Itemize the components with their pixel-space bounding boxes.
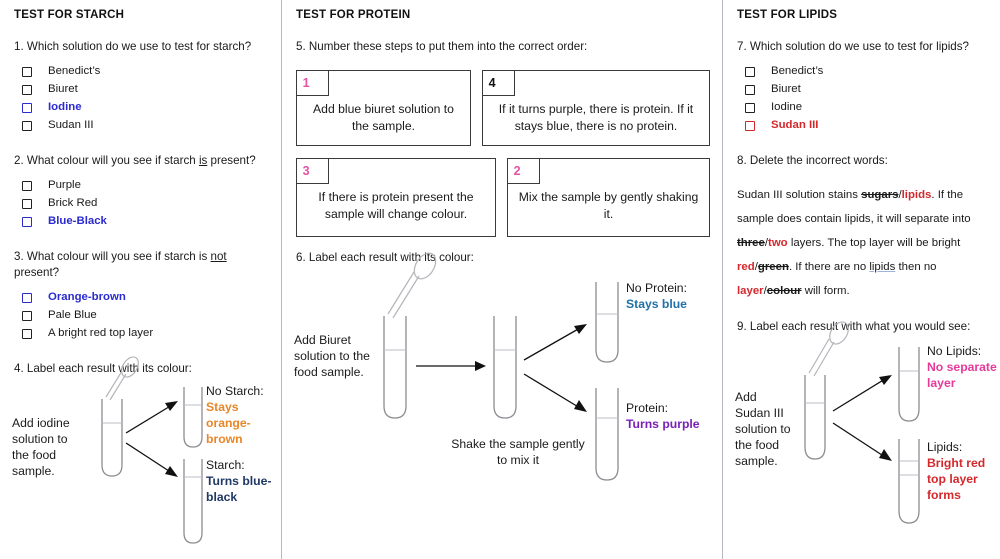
checkbox-icon[interactable] <box>22 181 32 191</box>
protein-middle-label: Shake the sample gently to mix it <box>451 437 585 467</box>
column-test-for-lipids <box>722 0 1000 559</box>
lipids-column-title: TEST FOR LIPIDS <box>737 9 838 21</box>
order-number-1[interactable]: 1 <box>296 70 329 96</box>
column-test-for-starch <box>0 0 281 559</box>
column-test-for-protein <box>281 0 722 559</box>
option-iodine-selected[interactable] <box>14 100 271 115</box>
result-test-tube-protein-icon <box>596 388 618 480</box>
arrow-to-starch <box>126 443 178 477</box>
q8-deleted-word[interactable]: sugars <box>861 189 899 201</box>
protein-title: Protein: <box>626 401 669 415</box>
option-benedicts[interactable] <box>737 64 990 79</box>
no-protein-result: Stays blue <box>626 297 687 311</box>
option-label: Biuret <box>771 83 801 95</box>
lipids-no-lipids-label <box>927 343 1000 391</box>
question-3-options <box>14 290 271 341</box>
result-test-tube-no-starch-icon <box>184 387 202 447</box>
order-box-4[interactable] <box>482 70 710 146</box>
question-5-prompt: 5. Number these steps to put them into the correct order: <box>296 40 588 53</box>
option-sudan-iii-selected[interactable] <box>737 118 990 133</box>
q2-pre: 2. What colour will you see if starch <box>14 154 199 167</box>
question-2-options <box>14 178 271 229</box>
option-sudan-iii[interactable] <box>14 118 271 133</box>
option-benedicts[interactable] <box>14 64 271 79</box>
option-label: Pale Blue <box>48 309 97 321</box>
option-orange-brown-selected[interactable] <box>14 290 271 305</box>
order-number-2[interactable]: 2 <box>507 158 540 184</box>
option-pale-blue[interactable] <box>14 308 271 323</box>
result-test-tube-no-protein-icon <box>596 282 618 362</box>
q2-post: present? <box>207 154 256 167</box>
q8-deleted-word[interactable]: colour <box>766 285 802 297</box>
starch-column-title: TEST FOR STARCH <box>14 9 125 21</box>
q8-part: / <box>898 189 902 201</box>
question-2-text <box>14 153 271 169</box>
checkbox-icon[interactable] <box>22 329 32 339</box>
lipids-result: Bright red top layer forms <box>927 456 986 502</box>
checkbox-icon[interactable] <box>22 293 32 303</box>
arrow-to-protein <box>524 374 587 412</box>
question-6-prompt: 6. Label each result with its colour: <box>296 251 474 264</box>
no-lipids-result: No separate layer <box>927 360 997 390</box>
q8-deleted-word[interactable]: green <box>757 261 789 273</box>
arrow-mix-step <box>416 361 486 371</box>
option-brick-red[interactable] <box>14 196 271 211</box>
checkbox-icon[interactable] <box>745 67 755 77</box>
q8-part: . If there are no <box>788 261 870 273</box>
protein-protein-label <box>626 400 712 432</box>
option-biuret[interactable] <box>14 82 271 97</box>
arrow-to-lipids <box>833 423 892 461</box>
checkbox-icon[interactable] <box>22 121 32 131</box>
question-7-options <box>737 64 990 133</box>
q3-pre: 3. What colour will you see if starch is <box>14 250 211 263</box>
option-label: Benedict’s <box>771 65 824 77</box>
option-label: Brick Red <box>48 197 98 209</box>
option-blue-black-selected[interactable] <box>14 214 271 229</box>
question-8-prompt: 8. Delete the incorrect words: <box>737 154 888 167</box>
lipids-lipids-label <box>927 439 1000 503</box>
option-label: Orange-brown <box>48 291 126 303</box>
q8-spellcheck-word: lipids <box>869 261 896 273</box>
order-number-3[interactable]: 3 <box>296 158 329 184</box>
q8-part: / <box>764 237 769 249</box>
q8-part: then no <box>895 261 937 273</box>
starch-starch-label <box>206 457 282 505</box>
starch-start-label: Add iodine solution to the food sample. <box>12 416 70 478</box>
q8-kept-word[interactable]: two <box>768 237 788 249</box>
order-box-3[interactable] <box>296 158 496 237</box>
question-1-text: 1. Which solution do we use to test for starch? <box>14 40 252 53</box>
result-test-tube-lipids-icon <box>899 439 919 523</box>
order-box-text: If there is protein present the sample will change colour. <box>318 190 474 221</box>
q8-part: / <box>754 261 758 273</box>
result-test-tube-starch-icon <box>184 459 202 543</box>
q8-kept-word[interactable]: layer <box>737 285 764 297</box>
starch-diagram <box>14 381 271 551</box>
option-label: Iodine <box>48 101 82 113</box>
option-purple[interactable] <box>14 178 271 193</box>
lipids-diagram <box>735 344 997 531</box>
checkbox-icon[interactable] <box>22 85 32 95</box>
order-box-1[interactable] <box>296 70 471 146</box>
order-number-4[interactable]: 4 <box>482 70 515 96</box>
option-label: A bright red top layer <box>48 327 154 339</box>
checkbox-icon[interactable] <box>745 121 755 131</box>
source-test-tube-icon <box>805 375 825 459</box>
mixed-test-tube-icon <box>494 316 516 418</box>
checkbox-icon[interactable] <box>22 67 32 77</box>
q8-part: . If the sample does contain lipids, it will separate into <box>737 189 971 225</box>
order-box-text: If it turns purple, there is protein. If it stays blue, there is no protein. <box>498 102 694 133</box>
option-label: Biuret <box>48 83 78 95</box>
source-test-tube-icon <box>384 316 406 418</box>
protein-no-protein-label <box>626 280 712 312</box>
arrow-to-no-protein <box>524 324 587 360</box>
order-box-text: Add blue biuret solution to the sample. <box>313 102 454 133</box>
lipids-start-label: Add Sudan III solution to the food sample. <box>735 390 791 468</box>
lipids-title: Lipids: <box>927 440 963 454</box>
question-9-prompt: 9. Label each result with what you would see: <box>737 320 971 333</box>
q8-kept-word[interactable]: lipids <box>901 189 932 201</box>
checkbox-icon[interactable] <box>22 103 32 113</box>
no-starch-result: Stays orange-brown <box>206 400 251 446</box>
question-1-options <box>14 64 271 133</box>
checkbox-icon[interactable] <box>745 85 755 95</box>
option-label: Blue-Black <box>48 215 107 227</box>
option-biuret[interactable] <box>737 82 990 97</box>
order-box-2[interactable] <box>507 158 710 237</box>
question-8-paragraph <box>737 183 990 303</box>
question-4-prompt: 4. Label each result with its colour: <box>14 362 192 375</box>
no-protein-title: No Protein: <box>626 281 687 295</box>
option-label: Sudan III <box>48 119 94 131</box>
checkbox-icon[interactable] <box>22 199 32 209</box>
option-label: Sudan III <box>771 119 819 131</box>
q8-deleted-word[interactable]: three <box>737 237 765 249</box>
q2-emphasis: is <box>198 154 208 167</box>
checkbox-icon[interactable] <box>22 217 32 227</box>
starch-title: Starch: <box>206 458 245 472</box>
protein-column-title: TEST FOR PROTEIN <box>296 9 411 21</box>
q8-part: / <box>763 285 767 297</box>
q8-part: layers. The top layer will be bright <box>787 237 961 249</box>
source-test-tube-icon <box>102 399 122 476</box>
option-label: Iodine <box>771 101 803 113</box>
q8-part: Sudan III solution stains <box>737 189 862 201</box>
option-label: Purple <box>48 179 81 191</box>
no-lipids-title: No Lipids: <box>927 344 982 358</box>
option-bright-red-top-layer[interactable] <box>14 326 271 341</box>
starch-no-starch-label <box>206 383 282 447</box>
q3-emphasis: not <box>210 250 227 263</box>
order-box-text: Mix the sample by gently shaking it. <box>518 190 699 221</box>
protein-result: Turns purple <box>626 417 700 431</box>
starch-result: Turns blue-black <box>206 474 272 504</box>
q3-post: present? <box>14 266 60 279</box>
option-label: Benedict’s <box>48 65 101 77</box>
q8-kept-word[interactable]: red <box>737 261 755 273</box>
q8-part: will form. <box>801 285 850 297</box>
arrow-to-no-lipids <box>833 375 892 411</box>
question-7-text: 7. Which solution do we use to test for lipids? <box>737 40 969 53</box>
no-starch-title: No Starch: <box>206 384 264 398</box>
ordering-boxes <box>296 64 710 236</box>
option-iodine[interactable] <box>737 100 990 115</box>
checkbox-icon[interactable] <box>745 103 755 113</box>
checkbox-icon[interactable] <box>22 311 32 321</box>
arrow-to-no-starch <box>126 401 178 433</box>
result-test-tube-no-lipids-icon <box>899 347 919 421</box>
protein-diagram <box>294 281 710 534</box>
question-3-text <box>14 249 271 281</box>
protein-start-label: Add Biuret solution to the food sample. <box>294 333 370 379</box>
